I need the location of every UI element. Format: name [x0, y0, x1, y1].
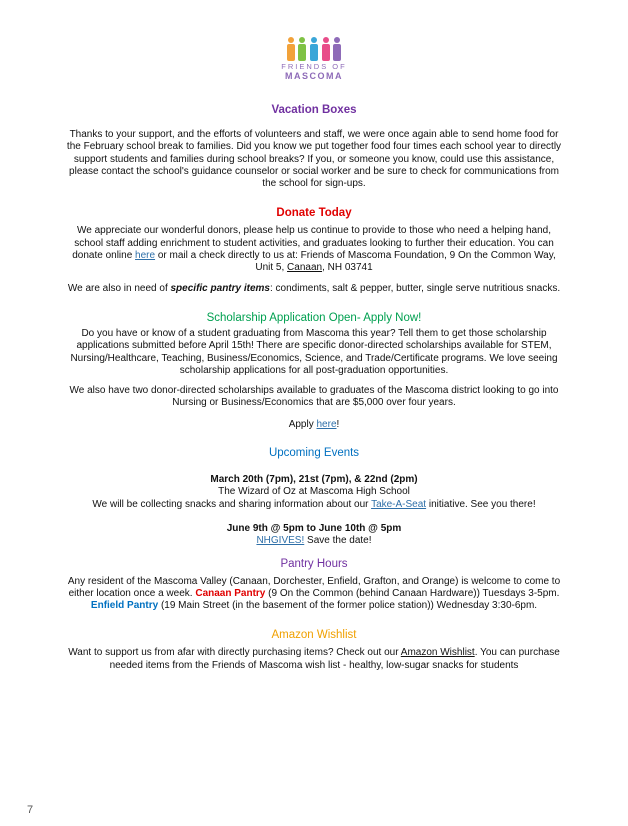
- apply-text-1: Apply: [288, 418, 317, 430]
- scholarship-body-2: We also have two donor-directed scholarships available to graduates of the Mascoma district looking to go into Nursing or Business/Economics that are $5,000 over four years.: [69, 385, 559, 409]
- canaan-text: Canaan: [287, 262, 323, 274]
- amazon-wishlist-link[interactable]: Amazon Wishlist: [400, 647, 475, 659]
- needs-text-2: : condiments, salt & pepper, butter, single serve nutritious snacks.: [269, 282, 561, 294]
- amazon-text-2: . You can purchase needed items from the Friends of Mascoma wish list - healthy, low-sugar snacks for students: [109, 647, 560, 671]
- event2-date: June 9th @ 5pm to June 10th @ 5pm: [226, 522, 402, 534]
- scholarship-body-1: Do you have or know of a student graduating from Mascoma this year? Tell them to get those scholarship applications submitted before April 15th! There are specific donor-directed scholarships available for STEM, Nursing/Healthcare, Teaching, Business/Economics, Science, and Trade/Certificate programs. We love seeing scholarship applications for all post-graduation opportunities.: [70, 327, 558, 376]
- upcoming-events-heading: Upcoming Events: [268, 447, 360, 460]
- event1-note: [64, 499, 564, 511]
- needs-emphasis: specific pantry items: [170, 282, 270, 294]
- canaan-pantry-info: (9 On the Common (behind Canaan Hardware)) Tuesdays 3-5pm.: [265, 587, 560, 599]
- event1-note-text-2: initiative. See you there!: [426, 498, 536, 510]
- apply-text-2: !: [336, 418, 340, 430]
- nhgives-link[interactable]: NHGIVES!: [256, 535, 305, 547]
- donate-online-link[interactable]: here: [135, 250, 156, 262]
- amazon-wishlist-body: [64, 647, 564, 672]
- enfield-pantry-label: Enfield Pantry: [90, 600, 159, 612]
- event1-date: March 20th (7pm), 21st (7pm), & 22nd (2pm): [210, 474, 418, 486]
- scholarship-heading: Scholarship Application Open- Apply Now!: [206, 311, 422, 324]
- vacation-boxes-body: Thanks to your support, and the efforts of volunteers and staff, we were once again able to send home food for the February school break to families. Did you know we put together food four times each school year to directly support students and families during school breaks? If you, or someone you know, could use this assistance, please contact the school's guidance counselor or social worker and be sure to check for communications from the school for sign-ups.: [66, 129, 562, 190]
- pantry-text-1: Any resident of the Mascoma Valley (Canaan, Dorchester, Enfield, Grafton, and Orange) is welcome to come to either location once a week.: [67, 575, 561, 599]
- event2-note-text: Save the date!: [304, 535, 372, 547]
- take-a-seat-link[interactable]: Take-A-Seat: [371, 498, 427, 510]
- amazon-wishlist-heading: Amazon Wishlist: [271, 629, 357, 642]
- amazon-text-1: Want to support us from afar with directly purchasing items? Check out our: [68, 647, 401, 659]
- donate-text-1: We appreciate our wonderful donors, please help us continue to provide to those who need a helping hand, school staff adding enrichment to student activities, and graduates looking to further their education. You can donate online: [72, 225, 554, 262]
- enfield-pantry-info: (19 Main Street (in the basement of the former police station)) Wednesday 3:30-6pm.: [158, 600, 538, 612]
- apply-here-link[interactable]: here: [316, 418, 337, 430]
- event1-note-text-1: We will be collecting snacks and sharing information about our: [92, 498, 372, 510]
- canaan-pantry-label: Canaan Pantry: [195, 587, 266, 599]
- event2-note: [64, 535, 564, 547]
- needs-text-1: We are also in need of: [67, 282, 171, 294]
- newsletter-content: [64, 104, 564, 672]
- people-logo-icon: [284, 36, 344, 62]
- donate-text-3: , NH 03741: [322, 262, 373, 274]
- page-number: 7: [27, 804, 34, 816]
- pantry-hours-body: [64, 576, 564, 613]
- apply-line: [64, 419, 564, 431]
- logo-text-line1: FRIENDS OF: [281, 62, 347, 71]
- donate-today-heading: Donate Today: [276, 207, 352, 220]
- logo-text-line2: MASCOMA: [285, 71, 343, 81]
- friends-of-mascoma-logo: [276, 36, 352, 81]
- donate-text-2: or mail a check directly to us at: Friends of Mascoma Foundation, 9 On the Common Way, Unit 5,: [155, 250, 556, 274]
- event1-name: The Wizard of Oz at Mascoma High School: [218, 486, 410, 498]
- donate-body: [64, 225, 564, 274]
- pantry-needs-body: [64, 283, 564, 295]
- pantry-hours-heading: Pantry Hours: [280, 557, 348, 570]
- vacation-boxes-heading: Vacation Boxes: [271, 104, 357, 116]
